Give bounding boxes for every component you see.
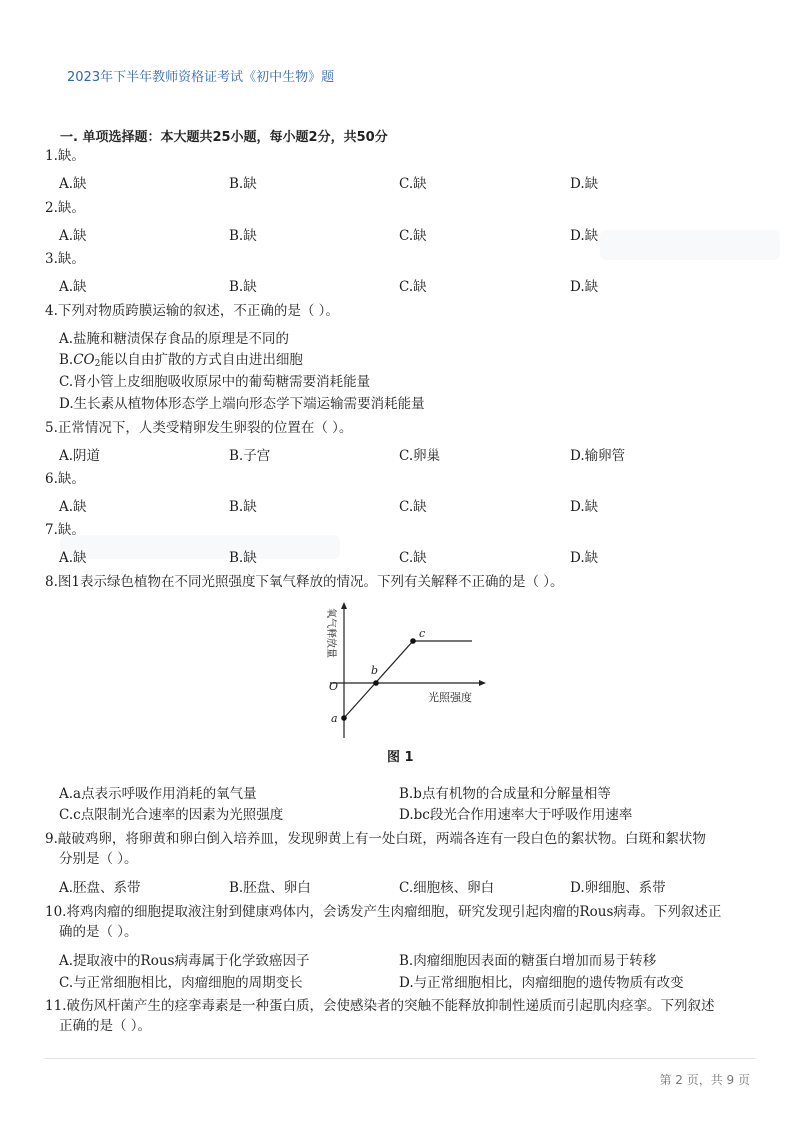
question-stem: 10.将鸡肉瘤的细胞提取液注射到健康鸡体内，会诱发产生肉瘤细胞，研究发现引起肉瘤的Rous病毒。下列叙述正 bbox=[45, 904, 722, 920]
question-stem: 8.图1表示绿色植物在不同光照强度下氧气释放的情况。下列有关解释不正确的是（ ）。 bbox=[45, 574, 564, 590]
question-stem-continued: 确的是（ ）。 bbox=[59, 924, 138, 940]
x-axis bbox=[330, 680, 486, 686]
question-stem: 4.下列对物质跨膜运输的叙述，不正确的是（ ）。 bbox=[45, 303, 339, 319]
question-stem: 1.缺。 bbox=[45, 148, 85, 164]
question-8 bbox=[45, 572, 564, 592]
point-c-label: c bbox=[419, 627, 426, 640]
question-4 bbox=[45, 301, 339, 321]
option-c: C.缺 bbox=[399, 279, 427, 295]
question-stem: 3.缺。 bbox=[45, 251, 85, 267]
option-c: C.与正常细胞相比，肉瘤细胞的周期变长 bbox=[59, 975, 303, 991]
question-stem: 9.敲破鸡卵，将卵黄和卵白倒入培养皿，发现卵黄上有一处白斑，两端各连有一段白色的絮状物。白斑和絮状物 bbox=[45, 831, 706, 847]
option-c: C.c点限制光合速率的因素为光照强度 bbox=[59, 807, 284, 823]
option-c: C.细胞核、卵白 bbox=[399, 880, 495, 896]
option-b: B.缺 bbox=[229, 499, 257, 515]
option-d: D.缺 bbox=[570, 176, 599, 192]
oxygen-release-curve bbox=[344, 641, 472, 718]
section-heading: 一. 单项选择题：本大题共25小题，每小题2分，共50分 bbox=[60, 130, 388, 145]
option-a: A.a点表示呼吸作用消耗的氧气量 bbox=[59, 786, 257, 802]
footer-divider bbox=[45, 1058, 755, 1059]
option-b: B.缺 bbox=[229, 228, 257, 244]
option-a: A.缺 bbox=[59, 550, 87, 566]
option-d: D.缺 bbox=[570, 499, 599, 515]
option-b: B.缺 bbox=[229, 176, 257, 192]
document-title: 2023年下半年教师资格证考试《初中生物》题 bbox=[67, 70, 335, 85]
question-10 bbox=[45, 902, 721, 942]
question-2 bbox=[45, 198, 85, 218]
option-a: A.阴道 bbox=[59, 448, 101, 464]
option-a: A.缺 bbox=[59, 279, 87, 295]
option-d: D.卵细胞、系带 bbox=[570, 880, 666, 896]
figure-1-graph bbox=[300, 600, 490, 740]
option-d: D.生长素从植物体形态学上端向形态学下端运输需要消耗能量 bbox=[59, 396, 425, 412]
y-axis-label: 氧气释放量 bbox=[325, 608, 336, 658]
question-3 bbox=[45, 249, 85, 269]
option-a: A.提取液中的Rous病毒属于化学致癌因子 bbox=[59, 953, 310, 969]
option-d: D.缺 bbox=[570, 228, 599, 244]
question-stem: 6.缺。 bbox=[45, 471, 85, 487]
question-stem: 7.缺。 bbox=[45, 522, 85, 538]
option-a: A.胚盘、系带 bbox=[59, 880, 141, 896]
option-d: D.输卵管 bbox=[570, 448, 626, 464]
option-c: C.缺 bbox=[399, 228, 427, 244]
point-a-label: a bbox=[331, 712, 338, 725]
option-b: $B.CO_2$能以自由扩散的方式自由进出细胞 bbox=[59, 352, 303, 369]
option-b: B.缺 bbox=[229, 550, 257, 566]
watermark bbox=[60, 535, 340, 559]
option-a: A.缺 bbox=[59, 176, 87, 192]
option-a: A.缺 bbox=[59, 228, 87, 244]
question-5 bbox=[45, 418, 352, 438]
question-stem: 5.正常情况下，人类受精卵发生卵裂的位置在（ ）。 bbox=[45, 420, 353, 436]
x-axis-label: 光照强度 bbox=[428, 691, 472, 704]
question-stem: 2.缺。 bbox=[45, 200, 85, 216]
option-d: D.与正常细胞相比，肉瘤细胞的遗传物质有改变 bbox=[399, 975, 684, 991]
point-b-marker bbox=[373, 680, 379, 686]
option-b: B.缺 bbox=[229, 279, 257, 295]
option-c: C.肾小管上皮细胞吸收原尿中的葡萄糖需要消耗能量 bbox=[59, 374, 371, 390]
option-a: A.缺 bbox=[59, 499, 87, 515]
question-11 bbox=[45, 996, 714, 1036]
question-1 bbox=[45, 146, 85, 166]
option-d: D.缺 bbox=[570, 550, 599, 566]
point-a-marker bbox=[341, 715, 347, 721]
question-9 bbox=[45, 829, 706, 869]
point-b-label: b bbox=[371, 664, 379, 677]
option-c: C.缺 bbox=[399, 499, 427, 515]
question-7 bbox=[45, 520, 85, 540]
question-stem-continued: 正确的是（ ）。 bbox=[59, 1018, 152, 1034]
figure-caption: 图 1 bbox=[387, 750, 414, 765]
option-b: B.肉瘤细胞因表面的糖蛋白增加而易于转移 bbox=[399, 953, 657, 969]
option-c: C.缺 bbox=[399, 550, 427, 566]
option-b: B.子宫 bbox=[229, 448, 271, 464]
option-a: A.盐腌和糖渍保存食品的原理是不同的 bbox=[59, 331, 290, 347]
option-d: D.缺 bbox=[570, 279, 599, 295]
point-c-marker bbox=[410, 638, 416, 644]
option-b: B.胚盘、卵白 bbox=[229, 880, 311, 896]
question-6 bbox=[45, 469, 85, 489]
option-b: B.b点有机物的合成量和分解量相等 bbox=[399, 786, 611, 802]
watermark bbox=[600, 230, 780, 260]
origin-label: O bbox=[329, 680, 339, 693]
option-d: D.bc段光合作用速率大于呼吸作用速率 bbox=[399, 807, 633, 823]
option-c: C.缺 bbox=[399, 176, 427, 192]
option-c: C.卵巢 bbox=[399, 448, 441, 464]
question-stem: 11.破伤风杆菌产生的痉挛毒素是一种蛋白质，会使感染者的突触不能释放抑制性递质而引起肌肉痉挛。下列叙述 bbox=[45, 998, 715, 1014]
question-stem-continued: 分别是（ ）。 bbox=[59, 851, 138, 867]
page-number: 第 2 页，共 9 页 bbox=[659, 1073, 750, 1087]
